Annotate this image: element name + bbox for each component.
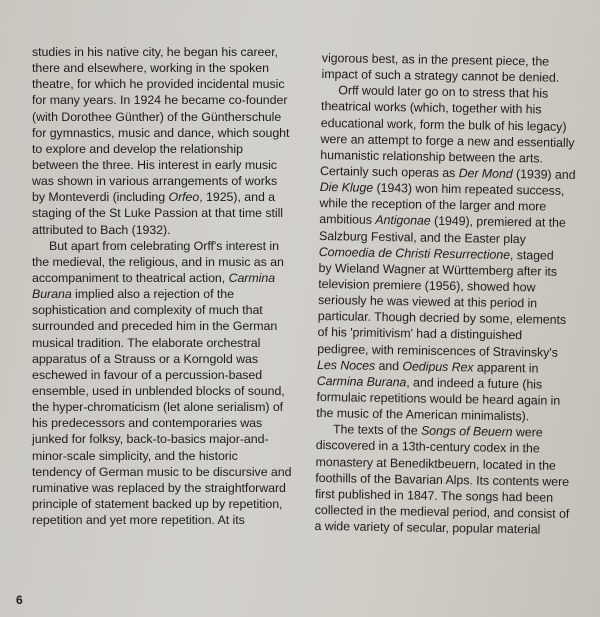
text-line [32,399,306,415]
text-line [32,44,306,60]
italic-title: Die Kluge [319,180,374,195]
text-line [32,189,306,205]
text-line [32,238,306,254]
text-run: the medieval, the religious, and in music as an [32,254,284,269]
text-line [32,270,306,286]
text-line [32,205,306,221]
right-text-column [314,50,584,538]
text-run: pedigree, with reminiscences of Stravinsky's [317,341,558,360]
text-run: ambitious [319,212,376,228]
text-run: of his 'primitivism' had a distinguished [317,325,523,343]
italic-title: Carmina [228,270,276,285]
text-run: seriously he was viewed at this period in [317,293,538,311]
page-number: 6 [16,593,23,607]
text-run: attributed to Bach (1932). [32,222,171,237]
text-run: were [512,425,543,440]
text-line [32,76,306,92]
text-run: staging of the St Luke Passion at that time still [32,206,284,221]
italic-title: Les Noces [316,357,376,373]
text-run: Salzburg Festival, and the Easter play [318,228,526,246]
text-run: repetition and yet more repetition. At its [32,513,245,528]
text-run: , and indeed a future (his [406,375,543,392]
text-line [32,383,306,399]
italic-title: Oedipus Rex [402,358,474,375]
text-line [32,141,306,157]
text-run: for many years. In 1924 he became co-founder [32,93,288,108]
text-line [32,431,306,447]
left-text-column [32,44,306,528]
text-line [32,157,306,173]
text-line [32,496,306,512]
text-run: (1949), premiered at the [430,214,566,231]
text-run: was shown in various arrangements of works [32,174,278,189]
italic-title: Der Mond [458,166,513,181]
text-run: theatre, for which he provided incidental music [32,77,285,92]
text-run: between the three. His interest in early music [32,157,277,172]
italic-title: Carmina Burana [316,373,407,390]
text-run: surrounded and preceded him in the German [32,319,278,334]
text-run: foothills of the Bavarian Alps. Its contents were [315,470,570,489]
text-run: (1943) won him repeated success, [373,180,565,198]
text-run: while the reception of the larger and more [319,196,547,214]
text-run: there and elsewhere, working in the spoken [32,61,269,76]
text-line [32,254,306,270]
text-run: by Monteverdi (including [32,190,169,205]
text-line [32,351,306,367]
text-line [32,318,306,334]
text-line [32,60,306,76]
italic-title: Orfeo [168,190,200,205]
text-run: Orff would later go on to stress that his [338,83,549,101]
text-line [32,109,306,125]
text-line [32,173,306,189]
text-run: (with Dorothee Günther) of the Güntherschule [32,109,282,124]
text-run: monastery at Benediktbeuern, located in the [315,454,556,473]
text-run: studies in his native city, he began his career, [32,45,279,59]
text-run: impact of such a strategy cannot be denied. [321,67,560,85]
text-run: the hyper-chromaticism (let alone serialism) of [32,400,284,415]
text-line [32,222,306,238]
italic-title: Antigonae [375,213,431,229]
text-run: humanistic relationship between the arts. [320,147,543,166]
italic-title: Songs of Beuern [420,423,513,440]
text-run: discovered in a 13th-century codex in the [315,438,540,456]
text-run: junked for folksy, back-to-basics major-and- [32,432,269,447]
text-line [32,480,306,496]
text-line [32,92,306,108]
text-run: The texts of the [332,422,422,438]
text-line [32,415,306,431]
text-line [32,286,306,302]
text-run: to explore and develop the relationship [32,141,243,156]
text-run: were an attempt to forge a new and essentially [320,131,575,150]
text-run: television premiere (1956), showed how [318,276,536,295]
text-run: But apart from celebrating Orff's interest in [49,238,279,253]
text-run: the music of the American minimalists). [316,406,530,424]
text-line [32,367,306,383]
text-line [32,302,306,318]
text-line [32,335,306,351]
text-run: ensemble, used in unblended blocks of sound, [32,383,285,398]
text-line [32,464,306,480]
text-run: , staged [509,247,554,263]
text-line [32,448,306,464]
text-run: implied also a rejection of the [71,287,234,302]
text-run: first published in 1847. The songs had been [314,486,554,505]
text-run: collected in the medieval period, and consist of [314,502,570,521]
text-run: musical tradition. The elaborate orchestral [32,335,261,350]
text-run: apparent in [473,360,539,376]
text-run: for gymnastics, music and dance, which sought [32,125,290,140]
text-run: Certainly such operas as [319,163,459,181]
text-run: apparatus of a Strauss or a Korngold was [32,351,258,366]
text-run: by Wieland Wagner at Württemberg after its [318,260,558,279]
text-line [32,125,306,141]
text-run: particular. Though decried by some, elements [317,309,567,328]
text-run: accompaniment to theatrical action, [32,270,229,285]
text-run: (1939) and [512,166,576,182]
italic-title: Comoedia de Christi Resurrectione [318,244,511,262]
text-run: minor-scale simplicity, and the historic [32,448,238,463]
text-run: eschewed in favour of a percussion-based [32,367,263,382]
text-run: ruminative was replaced by the straightforward [32,480,286,495]
text-run: theatrical works (which, together with his [321,99,542,117]
italic-title: Burana [32,287,72,302]
text-run: vigorous best, as in the present piece, the [321,50,550,69]
text-run: sophistication and complexity of much that [32,303,263,318]
text-run: tendency of German music to be discursive and [32,464,292,479]
text-run: a wide variety of secular, popular material [314,519,541,537]
text-line [32,512,306,528]
text-line [314,518,576,538]
text-run: educational work, form the bulk of his legacy) [320,115,567,134]
text-run: and [375,358,403,373]
text-run: his predecessors and contemporaries was [32,416,263,431]
text-run: formulaic repetitions would be heard again in [316,389,561,408]
text-run: principle of statement backed up by repetition, [32,496,283,511]
text-run: , 1925), and a [199,190,276,205]
